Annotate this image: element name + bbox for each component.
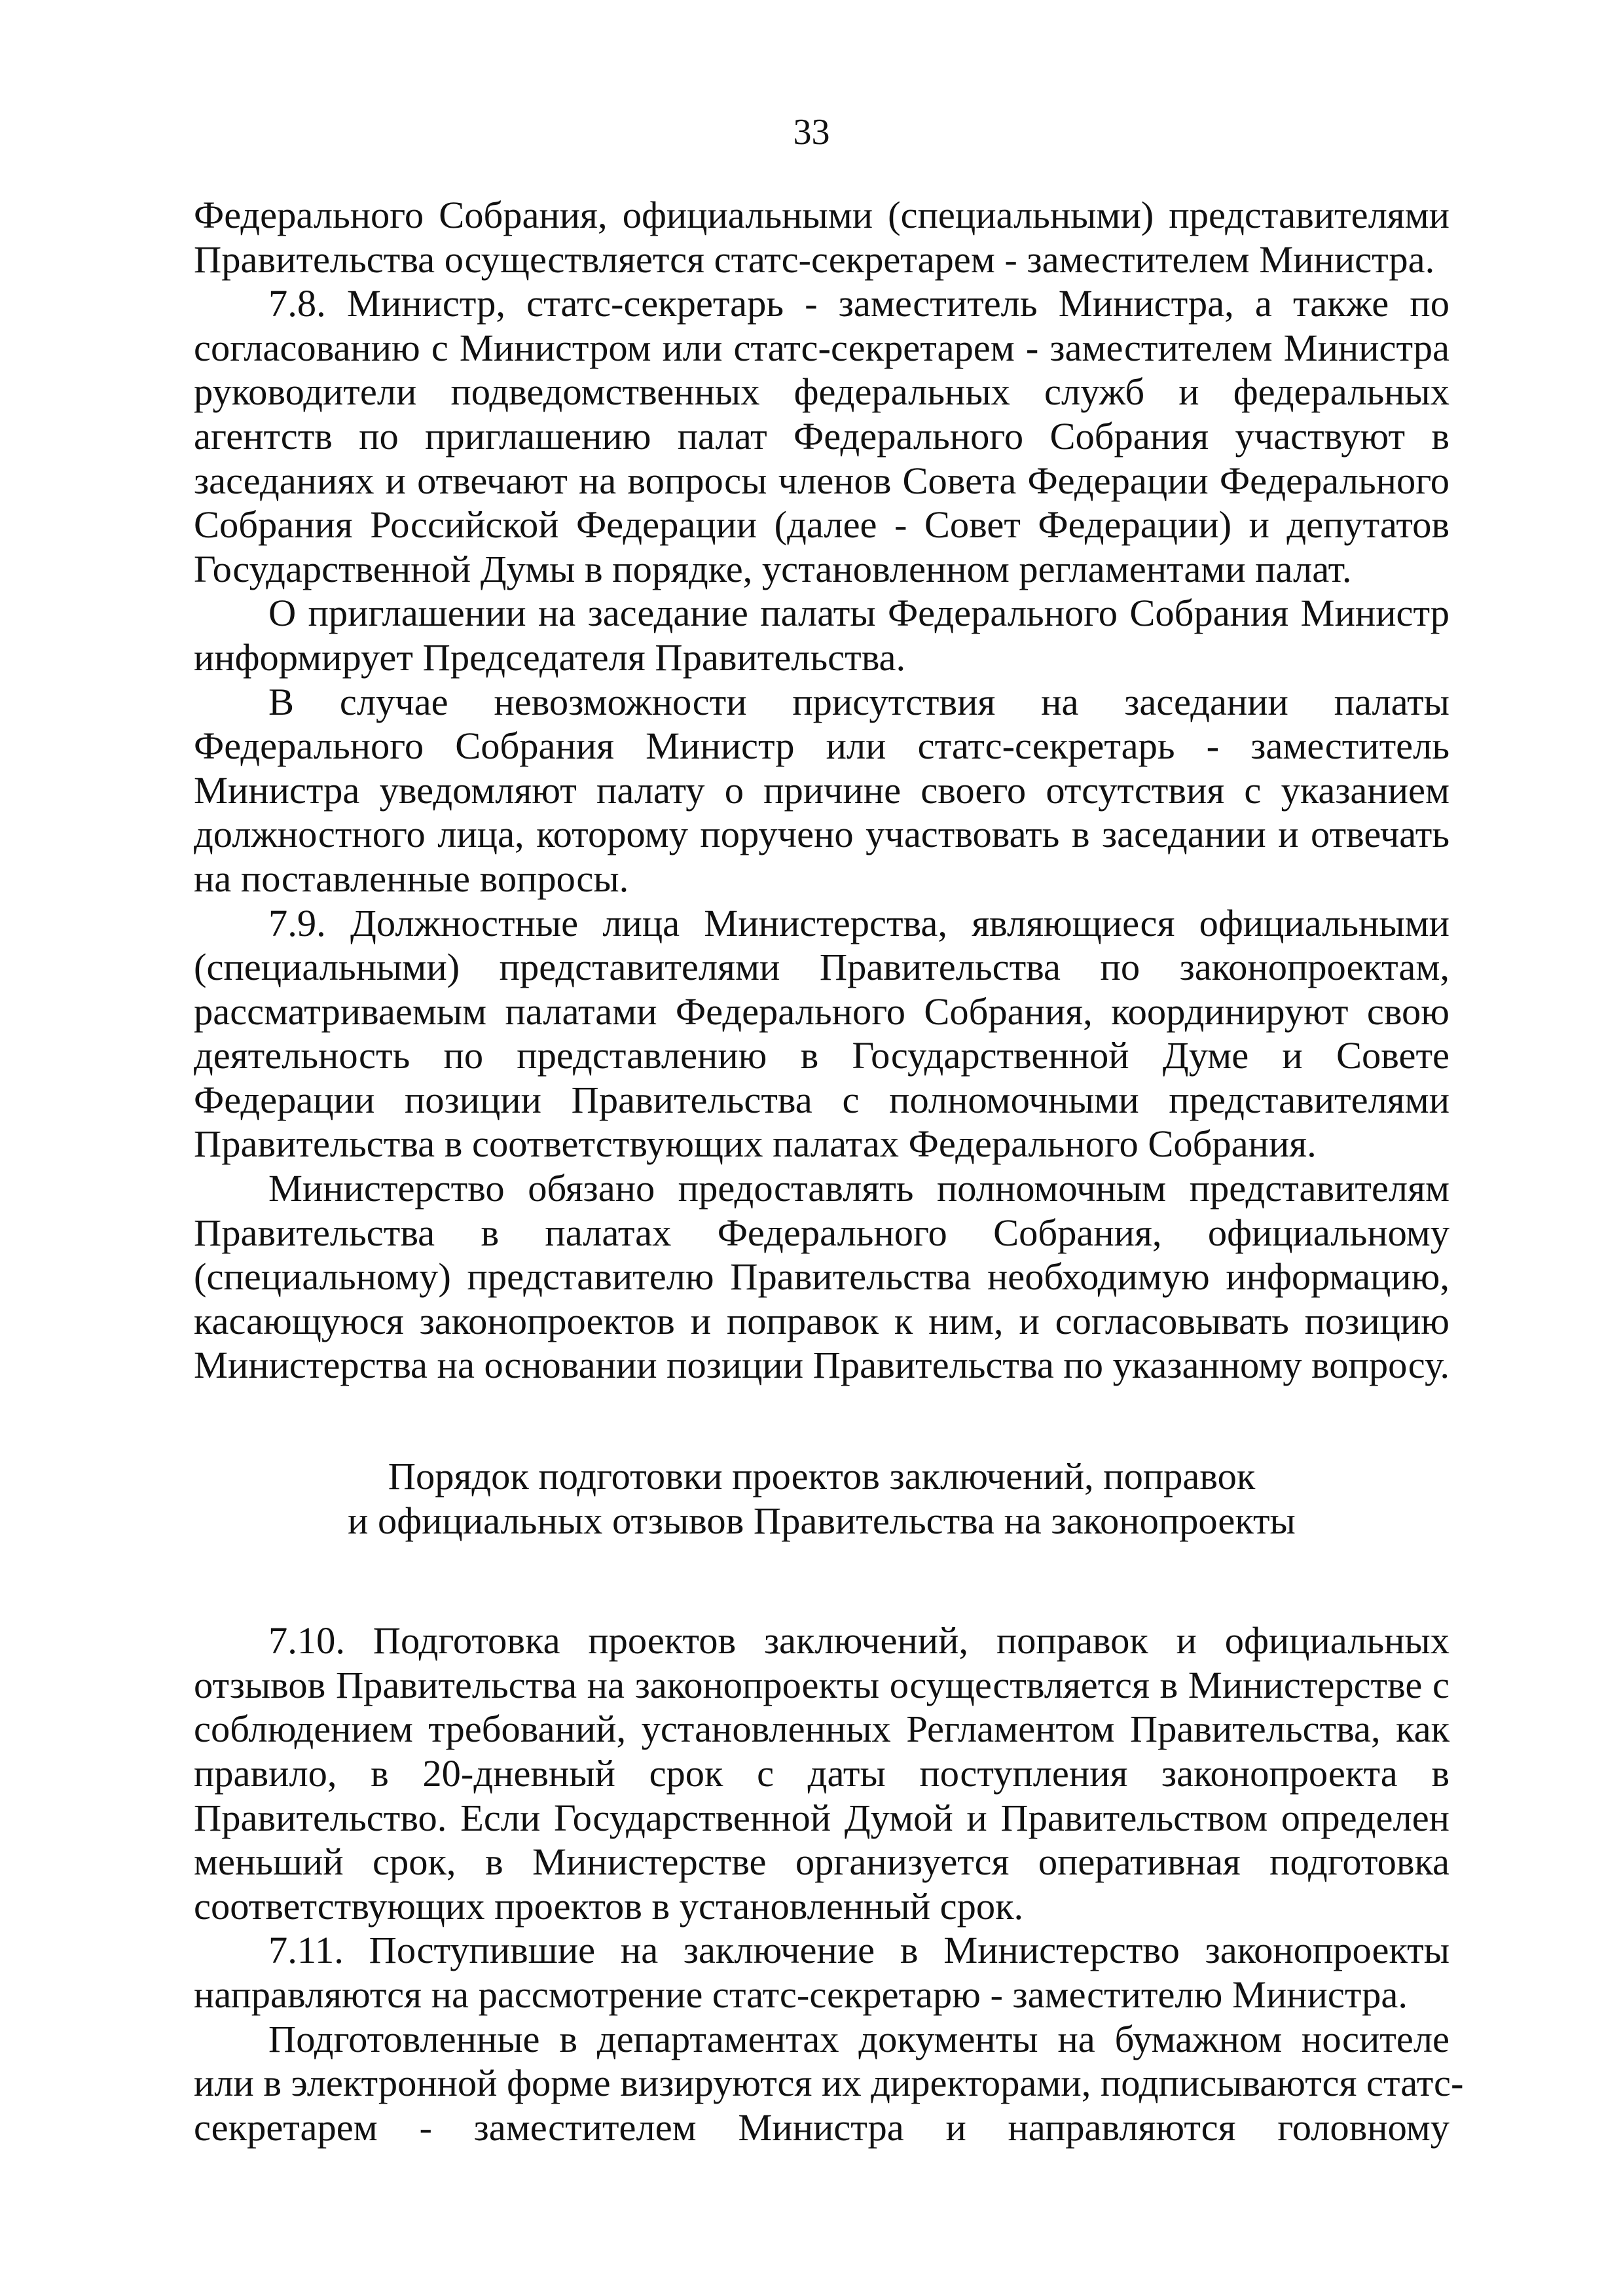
text-line: 7.10. Подготовка проектов заключений, поправок и официальных	[268, 1619, 1450, 1662]
text-line: Министерство обязано предоставлять полномочным представителям	[268, 1167, 1450, 1210]
text-line: руководители подведомственных федеральных служб и федеральных	[194, 370, 1450, 414]
text-line: соблюдением требований, установленных Регламентом Правительства, как	[194, 1708, 1450, 1751]
text-line: Собрания Российской Федерации (далее - Совет Федерации) и депутатов	[194, 503, 1450, 547]
heading-line: и официальных отзывов Правительства на законопроекты	[348, 1499, 1296, 1542]
text-line: меньший срок, в Министерстве организуется оперативная подготовка	[194, 1840, 1450, 1884]
text-line: 7.11. Поступившие на заключение в Министерство законопроекты	[268, 1929, 1450, 1972]
paragraph	[194, 1619, 1450, 1928]
paragraph	[194, 2017, 1464, 2150]
section-heading	[194, 1454, 1450, 1543]
text-line: Федерации позиции Правительства с полномочными представителями	[194, 1078, 1450, 1121]
page-number: 33	[793, 112, 830, 152]
text-line: соответствующих проектов в установленный срок.	[194, 1884, 1024, 1928]
text-line: (специальными) представителями Правительства по законопроектам,	[194, 946, 1450, 989]
text-line: Правительства осуществляется статс-секретарем - заместителем Министра.	[194, 238, 1435, 281]
text-line: Правительства в соответствующих палатах Федерального Собрания.	[194, 1122, 1317, 1166]
paragraph	[194, 591, 1450, 679]
text-line: Государственной Думы в порядке, установленном регламентами палат.	[194, 547, 1352, 590]
text-line: О приглашении на заседание палаты Федерального Собрания Министр	[268, 592, 1450, 635]
text-line: направляются на рассмотрение статс-секретарю - заместителю Министра.	[194, 1973, 1408, 2016]
text-line: (специальному) представителю Правительства необходимую информацию,	[194, 1255, 1450, 1299]
text-line: согласованию с Министром или статс-секретарем - заместителем Министра	[194, 326, 1450, 369]
text-line: агентств по приглашению палат Федерального Собрания участвуют в	[194, 414, 1450, 457]
text-line: информирует Председателя Правительства.	[194, 636, 906, 679]
text-line: 7.9. Должностные лица Министерства, являющиеся официальными	[268, 901, 1450, 944]
paragraph	[194, 281, 1450, 591]
text-line: Федерального Собрания, официальными (специальными) представителями	[194, 194, 1450, 236]
paragraph	[194, 193, 1450, 281]
text-line: Министра уведомляют палату о причине своего отсутствия с указанием	[194, 768, 1450, 812]
paragraph	[194, 680, 1450, 901]
section-after-heading	[194, 1619, 1464, 2149]
text-line: заседаниях и отвечают на вопросы членов Совета Федерации Федерального	[194, 459, 1450, 502]
text-line: секретарем - заместителем Министра и направляются головному	[194, 2106, 1450, 2149]
text-line: на поставленные вопросы.	[194, 857, 629, 900]
text-line: В случае невозможности присутствия на заседании палаты	[268, 680, 1450, 723]
text-line: Министерства на основании позиции Правительства по указанному вопросу.	[194, 1344, 1450, 1387]
paragraph	[194, 1166, 1450, 1388]
paragraph	[194, 1928, 1450, 2017]
text-line: отзывов Правительства на законопроекты осуществляется в Министерстве с	[194, 1663, 1450, 1706]
text-line: деятельность по представлению в Государственной Думе и Совете	[194, 1034, 1450, 1077]
paragraph	[194, 901, 1450, 1167]
text-line: Правительство. Если Государственной Думой и Правительством определен	[194, 1796, 1450, 1839]
text-line: Федерального Собрания Министр или статс-секретарь - заместитель	[194, 725, 1450, 768]
text-line: или в электронной форме визируются их директорами, подписываются статс-	[194, 2062, 1464, 2105]
heading-line: Порядок подготовки проектов заключений, поправок	[388, 1455, 1256, 1498]
text-line: должностного лица, которому поручено участвовать в заседании и отвечать	[194, 813, 1450, 856]
section-before-heading	[194, 193, 1450, 1388]
text-line: рассматриваемым палатами Федерального Собрания, координируют свою	[194, 990, 1450, 1033]
text-line: Правительства в палатах Федерального Собрания, официальному	[194, 1211, 1450, 1254]
text-line: Подготовленные в департаментах документы на бумажном носителе	[268, 2017, 1450, 2060]
text-line: 7.8. Министр, статс-секретарь - заместитель Министра, а также по	[268, 282, 1450, 325]
document-body	[194, 193, 1464, 2149]
text-line: правило, в 20-дневный срок с даты поступления законопроекта в	[194, 1752, 1450, 1795]
text-line: касающуюся законопроектов и поправок к ним, и согласовывать позицию	[194, 1299, 1450, 1342]
